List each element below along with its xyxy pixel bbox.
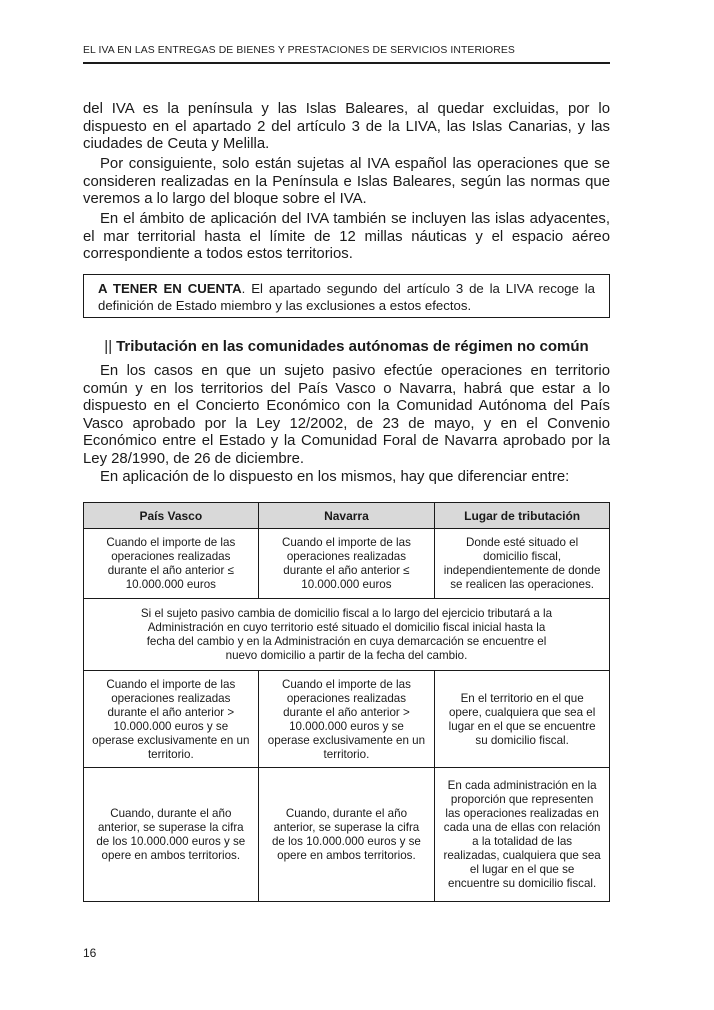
table-cell: En cada administración en la proporción que representen las operaciones realizadas en cada una de ellas con relación a la totalidad de las realizadas, cualquiera que sea el lugar en el que se encuentre su domicilio fiscal. [435,768,610,902]
table-cell: Cuando, durante el año anterior, se superase la cifra de los 10.000.000 euros y se opere en ambos territorios. [258,768,435,902]
paragraph: del IVA es la península y las Islas Baleares, al quedar excluidas, por lo dispuesto en el apartado 2 del artículo 3 de la LIVA, las Islas Canarias, y las ciudades de Ceuta y Melilla. [83,101,610,153]
table-cell: Cuando el importe de las operaciones realizadas durante el año anterior ≤ 10.000.000 euros [258,529,435,599]
table-cell: Donde esté situado el domicilio fiscal, independientemente de donde se realicen las operaciones. [435,529,610,599]
paragraph: En el ámbito de aplicación del IVA también se incluyen las islas adyacentes, el mar territorial hasta el límite de 12 millas náuticas y el espacio aéreo correspondiente a todos estos territorios. [83,211,610,263]
table-row [84,529,610,599]
note-lead: A TENER EN CUENTA [98,281,242,296]
table-row [84,671,610,768]
note-box [83,274,610,318]
taxation-table [83,502,610,902]
paragraph: En aplicación de lo dispuesto en los mismos, hay que diferenciar entre: [100,469,570,485]
table-cell: Cuando, durante el año anterior, se superase la cifra de los 10.000.000 euros y se opere en ambos territorios. [84,768,259,902]
table-row [84,768,610,902]
running-header: EL IVA EN LAS ENTREGAS DE BIENES Y PRESTACIONES DE SERVICIOS INTERIORES [83,45,610,64]
table-row [84,599,610,671]
note-text: . El apartado segundo del artículo 3 de la LIVA recoge la definición de Estado miembro y las exclusiones a estos efectos. [98,281,595,313]
table-cell: Cuando el importe de las operaciones realizadas durante el año anterior ≤ 10.000.000 euros [84,529,259,599]
table-cell: En el territorio en el que opere, cualquiera que sea el lugar en el que se encuentre su domicilio fiscal. [435,671,610,768]
section-bars: || [104,338,113,355]
table-cell: Cuando el importe de las operaciones realizadas durante el año anterior > 10.000.000 euros y se operase exclusivamente en un territorio. [258,671,435,768]
table-header-cell: Lugar de tributación [435,503,610,529]
paragraph: Por consiguiente, solo están sujetas al IVA español las operaciones que se consideren realizadas en la Península e Islas Baleares, según las normas que veremos a lo largo del bloque sobre el IVA. [83,156,610,208]
section-title [83,338,610,355]
table-cell: Cuando el importe de las operaciones realizadas durante el año anterior > 10.000.000 euros y se operase exclusivamente en un territorio. [84,671,259,768]
table-header-cell: Navarra [258,503,435,529]
table-header-cell: País Vasco [84,503,259,529]
section-title-text: Tributación en las comunidades autónomas de régimen no común [116,338,589,355]
paragraph: En los casos en que un sujeto pasivo efectúe operaciones en territorio común y en los territorios del País Vasco o Navarra, habrá que estar a lo dispuesto en el Concierto Económico con la Comunidad Autónoma del País Vasco aprobado por la Ley 12/2002, de 23 de mayo, y en el Convenio Económico entre el Estado y la Comunidad Foral de Navarra aprobado por la Ley 28/1990, de 26 de diciembre. [83,363,610,467]
table-cell-merged: Si el sujeto pasivo cambia de domicilio fiscal a lo largo del ejercicio tributará a la Administración en cuyo territorio esté situado el domicilio fiscal inicial hasta la fecha del cambio y en la Administración en cuya demarcación se encuentre el nuevo domicilio a partir de la fecha del cambio. [84,599,610,671]
table-header-row [84,503,610,529]
page-number: 16 [83,946,97,960]
